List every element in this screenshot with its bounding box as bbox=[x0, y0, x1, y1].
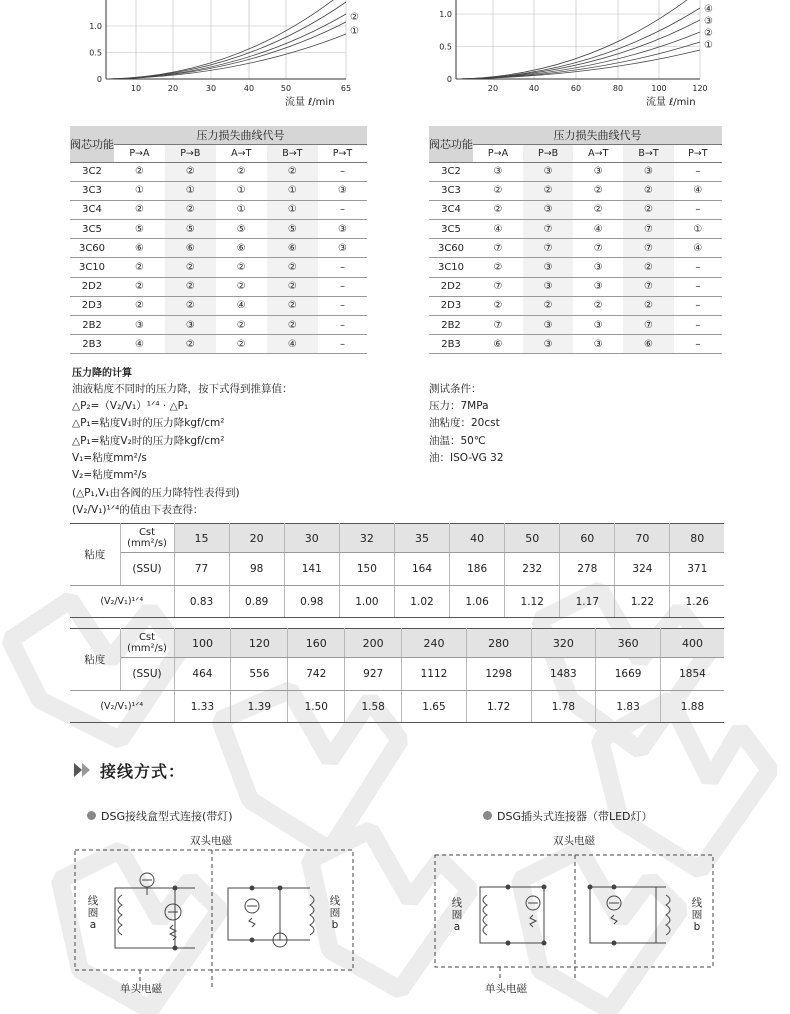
ssu-value: 278 bbox=[560, 553, 615, 586]
left-coil-a-label: 线圈 a bbox=[87, 895, 99, 931]
curve-code: ③ bbox=[523, 200, 573, 219]
ssu-value: 464 bbox=[174, 658, 231, 691]
curve-code: ② bbox=[573, 181, 623, 200]
spool-function: 2B2 bbox=[70, 316, 114, 335]
ssu-value: 742 bbox=[288, 658, 345, 691]
curve-code: ⑦ bbox=[623, 277, 673, 296]
spool-function: 3C10 bbox=[429, 258, 473, 277]
curve-code: ⑦ bbox=[523, 239, 573, 258]
x-tick-label: 60 bbox=[570, 84, 582, 93]
y-tick-label: 1.0 bbox=[89, 22, 102, 31]
ratio-value: 1.02 bbox=[394, 586, 449, 618]
curve-code: – bbox=[674, 162, 722, 181]
y-tick-label: 0 bbox=[446, 75, 452, 84]
curve-code: ② bbox=[165, 200, 216, 219]
section-arrow-icon bbox=[74, 763, 82, 777]
curve-code: ② bbox=[623, 200, 673, 219]
table-row bbox=[429, 277, 722, 296]
ratio-value: 0.98 bbox=[284, 586, 339, 618]
curve-code: ② bbox=[473, 181, 523, 200]
table-row bbox=[70, 181, 367, 200]
curve-code: ③ bbox=[165, 316, 216, 335]
curve-code: ⑦ bbox=[623, 316, 673, 335]
spool-function: 3C60 bbox=[429, 239, 473, 258]
curve-code: ② bbox=[114, 277, 165, 296]
cst-value: 280 bbox=[466, 629, 531, 658]
spool-function: 3C4 bbox=[429, 200, 473, 219]
x-tick-label: 50 bbox=[280, 84, 292, 93]
ssu-value: 1112 bbox=[402, 658, 467, 691]
formula-line: (V₂/V₁)¹ᐟ⁴的值由下表查得： bbox=[72, 503, 204, 516]
curve-code: ⑥ bbox=[165, 239, 216, 258]
ssu-value: 324 bbox=[615, 553, 670, 586]
cst-value: 32 bbox=[339, 524, 394, 553]
ssu-value: 150 bbox=[339, 553, 394, 586]
x-tick-label: 10 bbox=[130, 84, 142, 93]
x-tick-label: 40 bbox=[528, 84, 540, 93]
ratio-value: 1.65 bbox=[402, 691, 467, 723]
left-port-table bbox=[70, 126, 367, 354]
right-double-solenoid-label: 双头电磁 bbox=[553, 835, 595, 847]
ratio-value: 1.78 bbox=[531, 691, 596, 723]
curve-code: ⑥ bbox=[114, 239, 165, 258]
series-line bbox=[106, 0, 346, 79]
curve-code: ② bbox=[623, 296, 673, 315]
table-row bbox=[429, 200, 722, 219]
curve-code: ⑥ bbox=[216, 239, 267, 258]
curve-code: ④ bbox=[216, 296, 267, 315]
ssu-value: 98 bbox=[229, 553, 284, 586]
ratio-value: 1.58 bbox=[345, 691, 402, 723]
spool-function: 2B3 bbox=[429, 335, 473, 354]
cst-value: 20 bbox=[229, 524, 284, 553]
curve-code: ③ bbox=[523, 162, 573, 181]
viscosity-label: 粘度 bbox=[70, 629, 120, 691]
calc-title: 压力降的计算 bbox=[72, 368, 132, 379]
cst-value: 160 bbox=[288, 629, 345, 658]
ratio-value: 1.17 bbox=[560, 586, 615, 618]
table-row bbox=[70, 258, 367, 277]
cst-value: 240 bbox=[402, 629, 467, 658]
table-row bbox=[429, 220, 722, 239]
port-header: P→B bbox=[165, 144, 216, 162]
ratio-value: 1.88 bbox=[660, 691, 724, 723]
curve-code: ② bbox=[216, 258, 267, 277]
curve-code: ⑥ bbox=[473, 335, 523, 354]
bullet-icon bbox=[87, 811, 96, 820]
x-tick-label: 65 bbox=[340, 84, 352, 93]
x-tick-label: 80 bbox=[612, 84, 624, 93]
curve-code: ② bbox=[114, 258, 165, 277]
curve-code: – bbox=[674, 258, 722, 277]
curve-code: ③ bbox=[523, 316, 573, 335]
spool-function: 3C60 bbox=[70, 239, 114, 258]
curve-code: ① bbox=[216, 200, 267, 219]
table-row bbox=[429, 296, 722, 315]
formula-line: △P₂=（V₂/V₁）¹ᐟ⁴ · △P₁ bbox=[72, 400, 189, 412]
right-wiring-diagram bbox=[430, 845, 720, 980]
x-tick-label: 120 bbox=[692, 84, 708, 93]
curve-code: ③ bbox=[573, 316, 623, 335]
spool-function: 3C5 bbox=[70, 220, 114, 239]
port-header: P→T bbox=[318, 144, 367, 162]
spool-function: 2D3 bbox=[70, 296, 114, 315]
table-row bbox=[70, 220, 367, 239]
port-header: P→A bbox=[114, 144, 165, 162]
curve-code: ② bbox=[216, 316, 267, 335]
test-condition: 油：ISO-VG 32 bbox=[429, 451, 504, 464]
curve-code: ② bbox=[165, 258, 216, 277]
spool-function: 2D2 bbox=[429, 277, 473, 296]
curve-code: ① bbox=[267, 181, 318, 200]
curve-code: ⑤ bbox=[114, 220, 165, 239]
cst-value: 35 bbox=[394, 524, 449, 553]
spool-function: 3C2 bbox=[70, 162, 114, 181]
wiring-right-subtitle: DSG插头式连接器（带LED灯） bbox=[497, 810, 653, 823]
curve-code: – bbox=[318, 200, 367, 219]
pressure-loss-chart-left bbox=[70, 0, 370, 110]
curve-code: ⑦ bbox=[473, 316, 523, 335]
curve-code: – bbox=[674, 335, 722, 354]
table-row bbox=[429, 239, 722, 258]
series-line bbox=[106, 22, 346, 79]
chart-right-plot bbox=[420, 0, 740, 110]
table-row bbox=[70, 296, 367, 315]
ssu-value: 371 bbox=[670, 553, 724, 586]
curve-code: ② bbox=[473, 258, 523, 277]
ssu-value: 1854 bbox=[660, 658, 724, 691]
curve-code: ③ bbox=[573, 258, 623, 277]
ssu-value: 77 bbox=[174, 553, 229, 586]
table-row bbox=[429, 162, 722, 181]
curve-code: ② bbox=[114, 296, 165, 315]
curve-code: – bbox=[674, 277, 722, 296]
port-header: A→T bbox=[573, 144, 623, 162]
cst-value: 15 bbox=[174, 524, 229, 553]
y-tick-label: 1.0 bbox=[439, 10, 452, 19]
pressure-loss-chart-right bbox=[420, 0, 740, 110]
curve-code: ③ bbox=[573, 277, 623, 296]
formula-line: V₁=粘度mm²/s bbox=[72, 451, 147, 464]
formula-line: (△P₁,V₁由各阀的压力降特性表得到) bbox=[72, 486, 240, 499]
table-row bbox=[429, 335, 722, 354]
table-row bbox=[70, 277, 367, 296]
ratio-value: 1.12 bbox=[505, 586, 560, 618]
spool-function: 3C4 bbox=[70, 200, 114, 219]
viscosity-table-2 bbox=[70, 628, 724, 723]
test-conditions-title: 测试条件： bbox=[429, 383, 482, 395]
ratio-value: 1.06 bbox=[450, 586, 505, 618]
curve-code: ② bbox=[216, 335, 267, 354]
table-row bbox=[70, 335, 367, 354]
curve-code: ⑦ bbox=[623, 239, 673, 258]
table-row bbox=[70, 316, 367, 335]
cst-value: 100 bbox=[174, 629, 231, 658]
curve-code: ② bbox=[165, 335, 216, 354]
spool-function: 2D3 bbox=[429, 296, 473, 315]
curve-code: ② bbox=[523, 296, 573, 315]
curve-code: ① bbox=[114, 181, 165, 200]
curve-code: ② bbox=[165, 296, 216, 315]
y-tick-label: 0.5 bbox=[439, 42, 452, 52]
port-header: P→B bbox=[523, 144, 573, 162]
formula-line: V₂=粘度mm²/s bbox=[72, 469, 147, 482]
cst-value: 60 bbox=[560, 524, 615, 553]
curve-code: ③ bbox=[523, 277, 573, 296]
curve-code: ② bbox=[114, 162, 165, 181]
table-row bbox=[70, 162, 367, 181]
series-line bbox=[456, 8, 700, 79]
wiring-section-title: 接线方式： bbox=[100, 762, 186, 781]
table-row bbox=[429, 258, 722, 277]
curve-code: ① bbox=[216, 181, 267, 200]
ratio-value: 0.89 bbox=[229, 586, 284, 618]
curve-code: ③ bbox=[573, 162, 623, 181]
group-header: 压力损失曲线代号 bbox=[473, 126, 722, 144]
port-header: B→T bbox=[623, 144, 673, 162]
ssu-value: 556 bbox=[231, 658, 288, 691]
curve-code: ⑤ bbox=[216, 220, 267, 239]
group-header: 压力损失曲线代号 bbox=[114, 126, 367, 144]
series-label: ① bbox=[704, 40, 713, 51]
curve-code: ⑦ bbox=[473, 277, 523, 296]
curve-code: ③ bbox=[318, 239, 367, 258]
bullet-icon bbox=[483, 811, 492, 820]
ssu-value: 1298 bbox=[466, 658, 531, 691]
spool-function: 2B2 bbox=[429, 316, 473, 335]
cst-value: 400 bbox=[660, 629, 724, 658]
ratio-value: 1.26 bbox=[670, 586, 724, 618]
series-label: ② bbox=[704, 28, 713, 39]
curve-code: ⑦ bbox=[573, 239, 623, 258]
table-row bbox=[70, 200, 367, 219]
formula-line: △P₁=粘度V₂时的压力降kgf/cm² bbox=[72, 434, 225, 447]
func-header: 阀芯功能 bbox=[429, 126, 473, 162]
curve-code: ③ bbox=[318, 220, 367, 239]
curve-code: ⑥ bbox=[623, 335, 673, 354]
curve-code: – bbox=[318, 277, 367, 296]
curve-code: ② bbox=[216, 162, 267, 181]
table-row bbox=[429, 316, 722, 335]
spool-function: 2B3 bbox=[70, 335, 114, 354]
calc-intro: 油液粘度不同时的压力降，按下式得到推算值： bbox=[72, 383, 293, 395]
ssu-value: 186 bbox=[450, 553, 505, 586]
ssu-label: (SSU) bbox=[120, 658, 174, 691]
curve-code: ⑥ bbox=[267, 239, 318, 258]
curve-code: – bbox=[674, 316, 722, 335]
cst-value: 80 bbox=[670, 524, 724, 553]
curve-code: ⑦ bbox=[623, 220, 673, 239]
series-line bbox=[456, 32, 700, 79]
ssu-value: 141 bbox=[284, 553, 339, 586]
curve-code: ⑦ bbox=[473, 239, 523, 258]
curve-code: ③ bbox=[523, 335, 573, 354]
x-tick-label: 40 bbox=[243, 84, 255, 93]
ssu-value: 232 bbox=[505, 553, 560, 586]
curve-code: ② bbox=[165, 162, 216, 181]
curve-code: ② bbox=[473, 200, 523, 219]
wiring-left-subtitle: DSG接线盒型式连接(带灯) bbox=[101, 810, 233, 823]
ssu-value: 1669 bbox=[596, 658, 661, 691]
test-condition: 油温：50℃ bbox=[429, 434, 486, 447]
curve-code: ③ bbox=[573, 335, 623, 354]
ratio-value: 1.50 bbox=[288, 691, 345, 723]
port-header: B→T bbox=[267, 144, 318, 162]
cst-value: 200 bbox=[345, 629, 402, 658]
ratio-value: 1.72 bbox=[466, 691, 531, 723]
spool-function: 3C5 bbox=[429, 220, 473, 239]
y-tick-label: 0 bbox=[96, 75, 102, 84]
curve-code: ② bbox=[573, 296, 623, 315]
test-condition: 油粘度：20cst bbox=[429, 417, 500, 430]
ssu-value: 164 bbox=[394, 553, 449, 586]
ratio-value: 1.00 bbox=[339, 586, 394, 618]
left-single-solenoid-label: 单头电磁 bbox=[120, 983, 162, 995]
spool-function: 3C3 bbox=[429, 181, 473, 200]
right-port-table bbox=[429, 126, 722, 354]
curve-code: ② bbox=[267, 316, 318, 335]
curve-code: ① bbox=[267, 200, 318, 219]
series-line bbox=[106, 34, 346, 79]
curve-code: ② bbox=[523, 181, 573, 200]
port-header: A→T bbox=[216, 144, 267, 162]
ratio-value: 1.83 bbox=[596, 691, 661, 723]
curve-code: ② bbox=[623, 181, 673, 200]
ratio-value: 1.22 bbox=[615, 586, 670, 618]
curve-code: ② bbox=[267, 277, 318, 296]
curve-code: ② bbox=[623, 258, 673, 277]
curve-code: ③ bbox=[114, 316, 165, 335]
curve-code: – bbox=[674, 296, 722, 315]
cst-value: 30 bbox=[284, 524, 339, 553]
curve-code: ⑤ bbox=[165, 220, 216, 239]
cst-value: 70 bbox=[615, 524, 670, 553]
curve-code: – bbox=[318, 316, 367, 335]
section-arrow-icon-2 bbox=[82, 763, 90, 777]
ssu-value: 927 bbox=[345, 658, 402, 691]
curve-code: ② bbox=[267, 296, 318, 315]
right-single-solenoid-label: 单头电磁 bbox=[485, 983, 527, 995]
left-coil-b-label: 线圈 b bbox=[329, 895, 341, 931]
curve-code: ④ bbox=[267, 335, 318, 354]
cst-value: 120 bbox=[231, 629, 288, 658]
cst-value: 40 bbox=[450, 524, 505, 553]
chart-left-plot bbox=[70, 0, 370, 110]
series-label: ① bbox=[350, 26, 359, 37]
table-row bbox=[70, 239, 367, 258]
curve-code: – bbox=[318, 258, 367, 277]
ssu-label: (SSU) bbox=[120, 553, 174, 586]
curve-code: ② bbox=[267, 162, 318, 181]
port-header: P→A bbox=[473, 144, 523, 162]
test-condition: 压力：7MPa bbox=[429, 400, 489, 412]
cst-value: 50 bbox=[505, 524, 560, 553]
cst-unit: (mm²/s) bbox=[127, 643, 167, 654]
cst-value: 320 bbox=[531, 629, 596, 658]
y-tick-label: 0.5 bbox=[89, 48, 102, 58]
right-coil-a-label: 线圈 a bbox=[451, 897, 463, 933]
curve-code: ① bbox=[674, 220, 722, 239]
series-line bbox=[106, 14, 346, 79]
cst-value: 360 bbox=[596, 629, 661, 658]
ratio-label: (V₂/V₁)¹ᐟ⁴ bbox=[70, 586, 174, 618]
ratio-value: 0.83 bbox=[174, 586, 229, 618]
curve-code: ④ bbox=[573, 220, 623, 239]
curve-code: ② bbox=[573, 200, 623, 219]
series-label: ③ bbox=[704, 16, 713, 27]
left-double-solenoid-label: 双头电磁 bbox=[190, 835, 232, 847]
x-unit-label: 流量 ℓ/min bbox=[285, 97, 335, 108]
spool-function: 3C3 bbox=[70, 181, 114, 200]
left-wiring-diagram bbox=[70, 840, 360, 990]
curve-code: ③ bbox=[523, 258, 573, 277]
curve-code: ⑤ bbox=[267, 220, 318, 239]
curve-code: ③ bbox=[623, 162, 673, 181]
curve-code: ② bbox=[165, 277, 216, 296]
table-row bbox=[429, 181, 722, 200]
cst-unit: (mm²/s) bbox=[127, 538, 167, 549]
curve-code: ② bbox=[267, 258, 318, 277]
curve-code: ① bbox=[165, 181, 216, 200]
viscosity-label: 粘度 bbox=[70, 524, 120, 586]
curve-code: ⑦ bbox=[523, 220, 573, 239]
cst-label: Cst bbox=[138, 632, 156, 643]
curve-code: ④ bbox=[473, 220, 523, 239]
x-tick-label: 30 bbox=[205, 84, 217, 93]
right-coil-b-label: 线圈 b bbox=[691, 897, 703, 933]
spool-function: 3C2 bbox=[429, 162, 473, 181]
ssu-value: 1483 bbox=[531, 658, 596, 691]
func-header: 阀芯功能 bbox=[70, 126, 114, 162]
x-tick-label: 100 bbox=[651, 84, 667, 93]
curve-code: – bbox=[318, 296, 367, 315]
series-line bbox=[456, 42, 700, 79]
curve-code: ② bbox=[473, 296, 523, 315]
port-header: P→T bbox=[674, 144, 722, 162]
curve-code: ④ bbox=[674, 181, 722, 200]
x-tick-label: 20 bbox=[167, 84, 179, 93]
viscosity-table-1 bbox=[70, 523, 724, 618]
curve-code: – bbox=[318, 335, 367, 354]
curve-code: ③ bbox=[318, 181, 367, 200]
formula-line: △P₁=粘度V₁时的压力降kgf/cm² bbox=[72, 417, 225, 430]
curve-code: ④ bbox=[674, 239, 722, 258]
spool-function: 2D2 bbox=[70, 277, 114, 296]
spool-function: 3C10 bbox=[70, 258, 114, 277]
ratio-label: (V₂/V₁)¹ᐟ⁴ bbox=[70, 691, 174, 723]
curve-code: ③ bbox=[473, 162, 523, 181]
curve-code: ② bbox=[216, 277, 267, 296]
ratio-value: 1.39 bbox=[231, 691, 288, 723]
ratio-value: 1.33 bbox=[174, 691, 231, 723]
series-label: ② bbox=[350, 12, 359, 23]
curve-code: ④ bbox=[114, 335, 165, 354]
x-tick-label: 20 bbox=[487, 84, 499, 93]
cst-label: Cst bbox=[138, 527, 156, 538]
curve-code: ② bbox=[114, 200, 165, 219]
x-unit-label: 流量 ℓ/min bbox=[646, 97, 696, 108]
curve-code: – bbox=[318, 162, 367, 181]
series-label: ④ bbox=[704, 4, 713, 15]
curve-code: – bbox=[674, 200, 722, 219]
